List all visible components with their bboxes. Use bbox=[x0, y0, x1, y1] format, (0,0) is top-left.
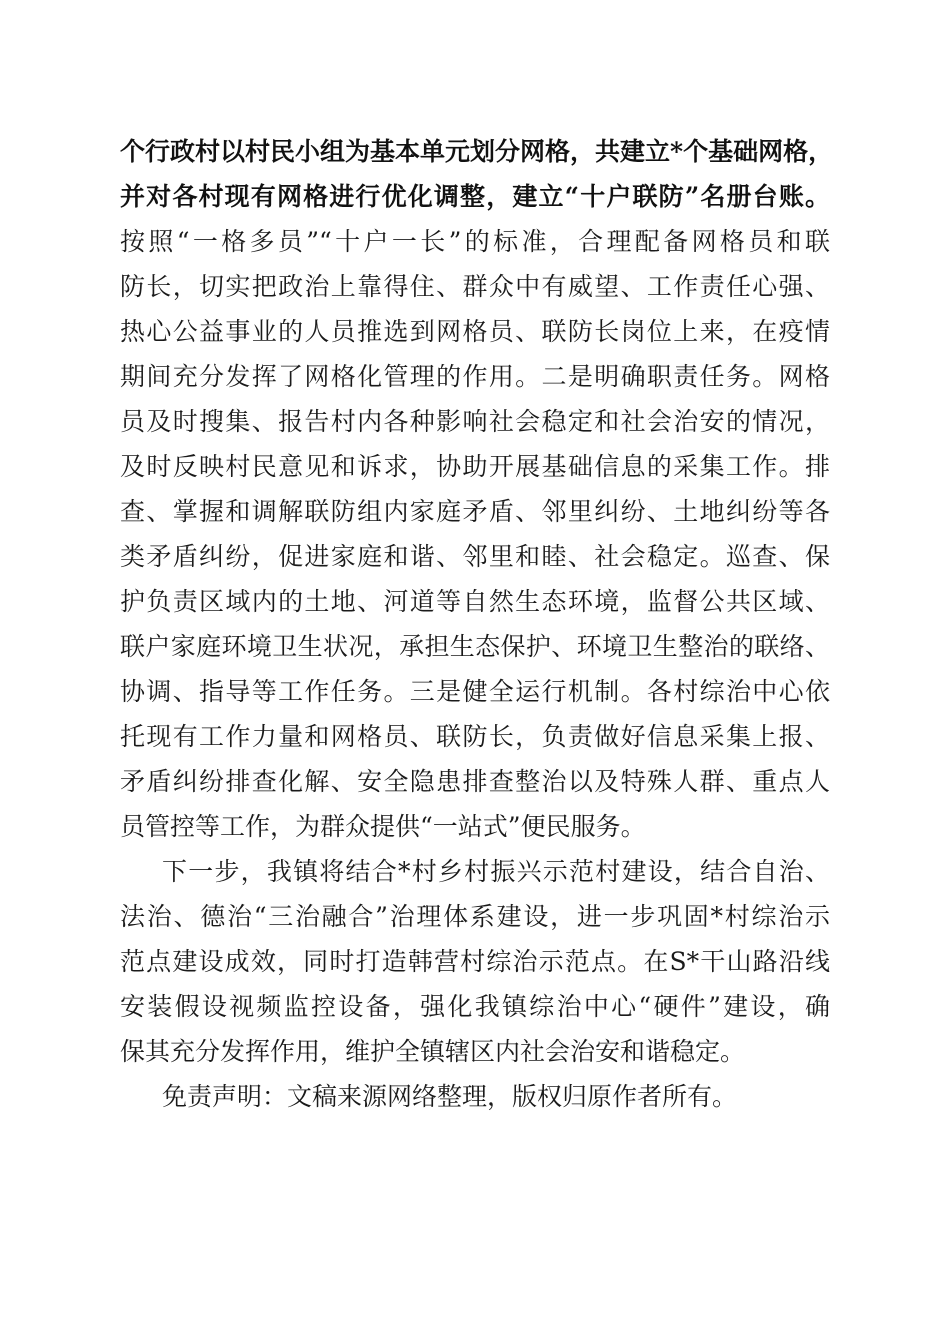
text-line: 及时反映村民意见和诉求，协助开展基础信息的采集工作。排 bbox=[120, 452, 830, 481]
text-line: 范点建设成效，同时打造韩营村综治示范点。在S*干山路沿线 bbox=[120, 947, 830, 976]
text-line: 个行政村以村民小组为基本单元划分网格，共建立*个基础网格， bbox=[120, 137, 834, 166]
text-line: 热心公益事业的人员推选到网格员、联防长岗位上来，在疫情 bbox=[120, 317, 830, 346]
text-line: 矛盾纠纷排查化解、安全隐患排查整治以及特殊人群、重点人 bbox=[120, 767, 830, 796]
text-line: 协调、指导等工作任务。三是健全运行机制。各村综治中心依 bbox=[120, 677, 830, 706]
text-line: 安装假设视频监控设备，强化我镇综治中心“硬件”建设，确 bbox=[120, 992, 830, 1021]
disclaimer: 免责声明：文稿来源网络整理，版权归原作者所有。 bbox=[162, 1082, 738, 1111]
text-line: 员管控等工作，为群众提供“一站式”便民服务。 bbox=[120, 812, 646, 841]
text-line: 防长，切实把政治上靠得住、群众中有威望、工作责任心强、 bbox=[120, 272, 830, 301]
text-line: 期间充分发挥了网格化管理的作用。二是明确职责任务。网格 bbox=[120, 362, 830, 391]
text-line: 类矛盾纠纷，促进家庭和谐、邻里和睦、社会稳定。巡查、保 bbox=[120, 542, 830, 571]
text-line: 托现有工作力量和网格员、联防长，负责做好信息采集上报、 bbox=[120, 722, 830, 751]
text-line: 员及时搜集、报告村内各种影响社会稳定和社会治安的情况， bbox=[120, 407, 830, 436]
text-line: 下一步，我镇将结合*村乡村振兴示范村建设，结合自治、 bbox=[162, 857, 830, 886]
text-line: 保其充分发挥作用，维护全镇辖区内社会治安和谐稳定。 bbox=[120, 1037, 746, 1066]
text-line: 并对各村现有网格进行优化调整，建立“十户联防”名册台账。 bbox=[120, 182, 830, 211]
text-line: 按照“一格多员”“十户一长”的标准，合理配备网格员和联 bbox=[120, 227, 830, 256]
text-line: 法治、德治“三治融合”治理体系建设，进一步巩固*村综治示 bbox=[120, 902, 830, 931]
text-line: 联户家庭环境卫生状况，承担生态保护、环境卫生整治的联络、 bbox=[120, 632, 830, 661]
text-line: 护负责区域内的土地、河道等自然生态环境，监督公共区域、 bbox=[120, 587, 830, 616]
text-line: 查、掌握和调解联防组内家庭矛盾、邻里纠纷、土地纠纷等各 bbox=[120, 497, 830, 526]
